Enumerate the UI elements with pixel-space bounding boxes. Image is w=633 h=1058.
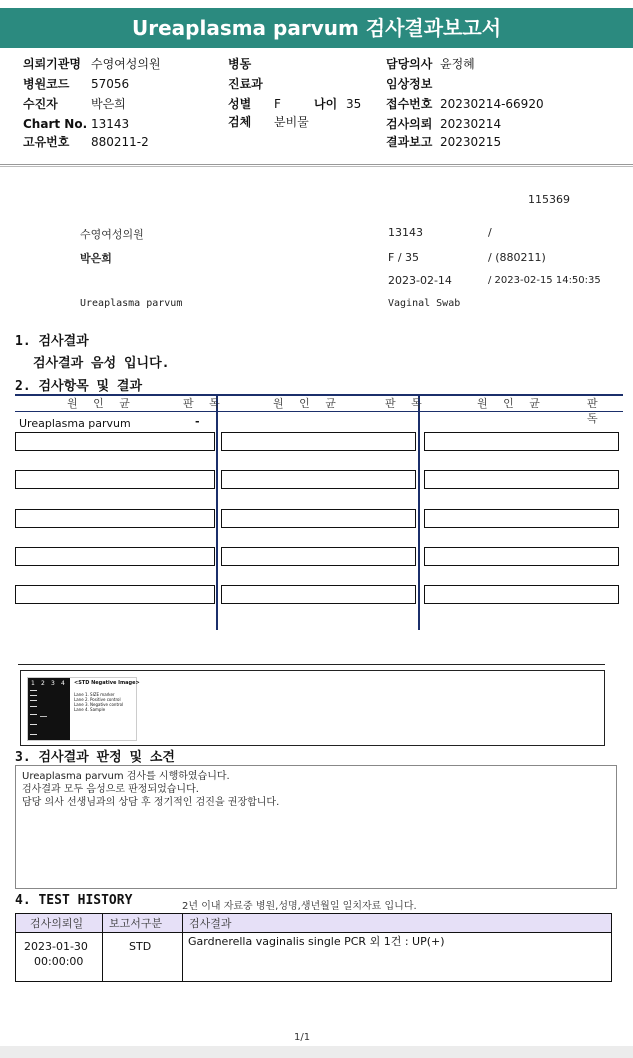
gel-image xyxy=(27,677,140,741)
patient-value: 박은희 xyxy=(91,97,126,111)
gel-band xyxy=(30,706,37,707)
section4-title: 4. TEST HISTORY xyxy=(15,893,133,908)
specimen-label: 검체 xyxy=(228,115,252,129)
request-value: 20230214 xyxy=(440,117,502,131)
result-cell xyxy=(15,547,215,566)
report-date-label: 결과보고 xyxy=(386,135,433,149)
result-cell xyxy=(221,470,416,489)
info-patient: 박은희 xyxy=(80,252,112,265)
remark-line-2: 검사결과 모두 음성으로 판정되었습니다. xyxy=(22,784,199,795)
info-hospital: 수영여성의원 xyxy=(80,228,144,241)
info-date1: 2023-02-14 xyxy=(388,274,452,287)
history-date-2: 00:00:00 xyxy=(34,955,84,968)
clinical-label: 임상정보 xyxy=(386,77,433,91)
ward-label: 병동 xyxy=(228,57,252,71)
unique-value: 880211-2 xyxy=(91,135,149,149)
result-cell xyxy=(424,585,619,604)
result-cell xyxy=(15,509,215,528)
age-value: 35 xyxy=(346,97,362,111)
chart-label: Chart No. xyxy=(23,117,88,131)
result-cell xyxy=(424,509,619,528)
result-cell xyxy=(221,585,416,604)
doctor-value: 윤정혜 xyxy=(440,57,475,71)
specimen-value: 분비물 xyxy=(274,115,309,129)
result-cell xyxy=(424,432,619,451)
result-cell xyxy=(424,547,619,566)
gel-legend-3: Lane 3. Negative control xyxy=(74,702,124,707)
report-title: Ureaplasma parvum 검사결과보고서 xyxy=(0,8,633,48)
table-header-rule xyxy=(15,411,623,412)
page-number: 1/1 xyxy=(294,1032,311,1043)
gel-electrophoresis xyxy=(28,678,70,740)
history-col-divider-2 xyxy=(182,914,183,981)
section3-title: 3. 검사결과 판정 및 소견 xyxy=(15,750,175,765)
history-col-date: 검사의뢰일 xyxy=(30,917,84,930)
info-birth: / (880211) xyxy=(488,251,546,264)
gel-image-box xyxy=(20,670,605,746)
dept-label: 진료과 xyxy=(228,77,263,91)
viewer-background xyxy=(0,1046,633,1058)
history-col-divider-1 xyxy=(102,914,103,981)
report-date-value: 20230215 xyxy=(440,135,502,149)
col-pathogen-1: 원 인 균 xyxy=(67,397,136,410)
code-value: 57056 xyxy=(91,77,130,91)
history-note: 2년 이내 자료중 병원,성명,생년월일 일치자료 입니다. xyxy=(182,901,417,912)
header-divider-2 xyxy=(0,166,633,167)
request-label: 검사의뢰 xyxy=(386,117,433,131)
gel-band xyxy=(30,714,37,715)
receipt-value: 20230214-66920 xyxy=(440,97,544,111)
gel-divider xyxy=(18,664,605,665)
lane-1-label: 1 xyxy=(31,680,35,687)
row1-judgement: - xyxy=(195,415,200,428)
patient-label: 수진자 xyxy=(23,97,58,111)
gel-legend-1: Lane 1. SIZE marker xyxy=(74,692,115,697)
remark-line-1: Ureaplasma parvum 검사를 시행하였습니다. xyxy=(22,771,230,782)
history-type: STD xyxy=(129,940,152,953)
info-id: 115369 xyxy=(528,193,570,206)
gel-band xyxy=(30,700,37,701)
gel-title: <STD Negative Image> xyxy=(74,680,140,686)
info-chart: 13143 xyxy=(388,226,423,239)
result-cell xyxy=(15,432,215,451)
gel-band xyxy=(30,724,37,725)
gel-band xyxy=(30,690,37,691)
history-table xyxy=(15,913,612,982)
code-label: 병원코드 xyxy=(23,77,70,91)
remark-box xyxy=(15,765,617,889)
hospital-label: 의뢰기관명 xyxy=(23,57,81,71)
history-col-type: 보고서구분 xyxy=(109,917,163,930)
result-cell xyxy=(221,432,416,451)
lane-3-label: 3 xyxy=(51,680,55,687)
table-col-divider-1 xyxy=(216,394,218,630)
sex-value: F xyxy=(274,97,281,111)
info-date2: / 2023-02-15 14:50:35 xyxy=(488,275,601,286)
sex-label: 성별 xyxy=(228,97,252,111)
result-cell xyxy=(221,509,416,528)
col-judgement-3: 판 독 xyxy=(587,397,604,425)
gel-band xyxy=(30,695,37,696)
history-col-result: 검사결과 xyxy=(189,917,232,930)
result-cell xyxy=(221,547,416,566)
col-judgement-2: 판 독 xyxy=(385,397,428,410)
history-date-1: 2023-01-30 xyxy=(24,940,88,953)
table-col-divider-2 xyxy=(418,394,420,630)
chart-value: 13143 xyxy=(91,117,130,131)
gel-band xyxy=(30,734,37,735)
col-pathogen-2: 원 인 균 xyxy=(273,397,342,410)
gel-legend-4: Lane 4. Sample xyxy=(74,707,106,712)
row1-pathogen: Ureaplasma parvum xyxy=(19,417,131,430)
doctor-label: 담당의사 xyxy=(386,57,433,71)
info-specimen: Vaginal Swab xyxy=(388,298,461,309)
lane-4-label: 4 xyxy=(61,680,65,687)
gel-band xyxy=(40,716,47,717)
lane-2-label: 2 xyxy=(41,680,45,687)
section1-result: 검사결과 음성 입니다. xyxy=(33,356,170,371)
result-cell xyxy=(15,470,215,489)
info-sex-age: F / 35 xyxy=(388,251,420,264)
info-slash: / xyxy=(488,226,492,239)
result-cell xyxy=(424,470,619,489)
header-divider xyxy=(0,164,633,165)
age-label: 나이 xyxy=(314,97,338,111)
results-table xyxy=(15,394,623,630)
section1-title: 1. 검사결과 xyxy=(15,334,89,349)
gel-legend-2: Lane 2. Positive control xyxy=(74,697,121,702)
section2-title: 2. 검사항목 및 결과 xyxy=(15,379,143,394)
hospital-value: 수영여성의원 xyxy=(91,57,161,71)
info-test: Ureaplasma parvum xyxy=(80,298,183,309)
history-result: Gardnerella vaginalis single PCR 외 1건 : UP(+) xyxy=(188,935,445,948)
receipt-label: 접수번호 xyxy=(386,97,433,111)
remark-line-3: 담당 의사 선생님과의 상담 후 정기적인 검진을 권장합니다. xyxy=(22,797,280,808)
history-header-row xyxy=(16,914,611,933)
col-judgement-1: 판 독 xyxy=(183,397,226,410)
unique-label: 고유번호 xyxy=(23,135,70,149)
col-pathogen-3: 원 인 균 xyxy=(477,397,546,410)
result-cell xyxy=(15,585,215,604)
